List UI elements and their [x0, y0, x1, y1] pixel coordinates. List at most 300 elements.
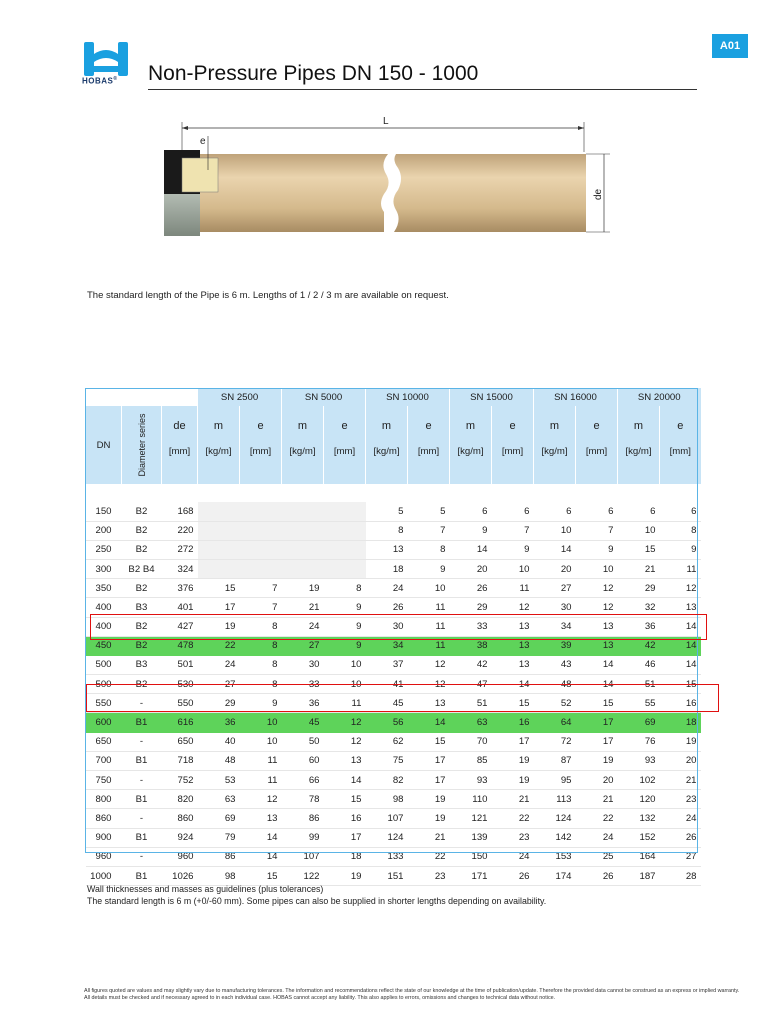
cell-diameter-series: B1	[122, 751, 162, 770]
cell-mass: 53	[198, 771, 240, 790]
cell-diameter-series: B1	[122, 828, 162, 847]
cell-de: 530	[162, 675, 198, 694]
de-unit: [mm]	[162, 446, 198, 484]
page-badge: A01	[712, 34, 748, 58]
cell-wall: 11	[408, 598, 450, 617]
cell-wall: 17	[408, 751, 450, 770]
cell-mass: 151	[366, 866, 408, 885]
table-row	[86, 521, 701, 540]
cell-wall: 14	[492, 675, 534, 694]
cell-de: 550	[162, 694, 198, 713]
cell-diameter-series: B3	[122, 598, 162, 617]
cell-diameter-series: B3	[122, 655, 162, 674]
cell-mass: 110	[450, 790, 492, 809]
cell-mass: 75	[366, 751, 408, 770]
cell-wall: 7	[240, 598, 282, 617]
cell-wall: 8	[408, 540, 450, 559]
cell-de: 220	[162, 521, 198, 540]
cell-wall: 12	[324, 713, 366, 732]
cell-mass: 6	[534, 502, 576, 521]
table-row	[86, 675, 701, 694]
cell-mass: 36	[198, 713, 240, 732]
pipe-body-right	[393, 154, 586, 232]
cell-mass: 98	[366, 790, 408, 809]
cell-wall: 15	[660, 675, 701, 694]
cell-mass: 17	[198, 598, 240, 617]
cell-mass: 33	[450, 617, 492, 636]
cell-wall: 15	[408, 732, 450, 751]
cell-diameter-series: B2	[122, 540, 162, 559]
cell-mass: 30	[282, 655, 324, 674]
cell-mass: 95	[534, 771, 576, 790]
cell-mass: 150	[450, 847, 492, 866]
cell-mass: 48	[198, 751, 240, 770]
cell-wall: 19	[660, 732, 701, 751]
cell-dn: 150	[86, 502, 122, 521]
cell-wall: 27	[660, 847, 701, 866]
m-unit: [kg/m]	[198, 446, 240, 484]
cell-mass: 78	[282, 790, 324, 809]
dn-header: DN	[86, 406, 122, 484]
cell-wall: 7	[492, 521, 534, 540]
cell-mass: 98	[198, 866, 240, 885]
cell-diameter-series: B2 B4	[122, 559, 162, 578]
cell-mass: 22	[198, 636, 240, 655]
cell-mass	[282, 521, 324, 540]
table-row	[86, 866, 701, 885]
cell-wall: 17	[492, 732, 534, 751]
table-row	[86, 655, 701, 674]
cell-mass: 46	[618, 655, 660, 674]
m-unit: [kg/m]	[534, 446, 576, 484]
cell-dn: 900	[86, 828, 122, 847]
cell-wall: 24	[492, 847, 534, 866]
cell-mass: 69	[618, 713, 660, 732]
e-unit: [mm]	[408, 446, 450, 484]
cell-de: 376	[162, 579, 198, 598]
cell-mass: 41	[366, 675, 408, 694]
cell-wall: 14	[660, 636, 701, 655]
cell-wall: 23	[660, 790, 701, 809]
cell-wall: 23	[492, 828, 534, 847]
cell-mass	[198, 540, 240, 559]
cell-mass: 37	[366, 655, 408, 674]
cell-de: 324	[162, 559, 198, 578]
cell-wall: 14	[240, 828, 282, 847]
cell-wall: 6	[660, 502, 701, 521]
cell-wall: 8	[240, 636, 282, 655]
cell-wall: 12	[576, 598, 618, 617]
cell-mass: 45	[282, 713, 324, 732]
cell-diameter-series: B1	[122, 790, 162, 809]
cell-diameter-series: -	[122, 809, 162, 828]
cell-wall	[324, 559, 366, 578]
cell-mass: 15	[618, 540, 660, 559]
cell-wall: 25	[576, 847, 618, 866]
table-row	[86, 579, 701, 598]
e-unit: [mm]	[660, 446, 701, 484]
cell-wall: 19	[492, 771, 534, 790]
cell-wall	[240, 540, 282, 559]
cell-mass: 10	[618, 521, 660, 540]
cell-mass: 29	[618, 579, 660, 598]
cell-wall: 5	[408, 502, 450, 521]
cell-wall: 9	[492, 540, 534, 559]
table-row	[86, 809, 701, 828]
cell-mass: 24	[282, 617, 324, 636]
cell-wall: 12	[492, 598, 534, 617]
page-title: Non-Pressure Pipes DN 150 - 1000	[148, 62, 479, 85]
cell-mass: 33	[282, 675, 324, 694]
cell-wall: 19	[408, 790, 450, 809]
sn-class-header: SN 2500	[198, 388, 282, 406]
cell-wall: 19	[492, 751, 534, 770]
header-spacer	[86, 388, 198, 406]
cell-mass: 164	[618, 847, 660, 866]
cell-wall: 13	[240, 809, 282, 828]
cell-wall: 10	[240, 713, 282, 732]
pipe-body-left	[198, 154, 389, 232]
cell-wall: 10	[324, 675, 366, 694]
cell-dn: 550	[86, 694, 122, 713]
cell-mass: 34	[366, 636, 408, 655]
cell-dn: 500	[86, 675, 122, 694]
cell-mass: 5	[366, 502, 408, 521]
cell-mass: 10	[534, 521, 576, 540]
cell-wall: 12	[576, 579, 618, 598]
arrow-left-icon	[182, 126, 188, 130]
cell-mass: 79	[198, 828, 240, 847]
cell-mass: 48	[534, 675, 576, 694]
cell-mass: 107	[282, 847, 324, 866]
cell-mass: 60	[282, 751, 324, 770]
cell-wall: 9	[324, 636, 366, 655]
cell-wall: 7	[576, 521, 618, 540]
cell-wall: 19	[324, 866, 366, 885]
cell-mass: 55	[618, 694, 660, 713]
cell-wall	[324, 540, 366, 559]
cell-mass: 30	[366, 617, 408, 636]
cell-wall: 9	[660, 540, 701, 559]
cell-mass: 27	[534, 579, 576, 598]
cell-wall: 10	[408, 579, 450, 598]
cell-wall: 18	[660, 713, 701, 732]
cell-wall: 10	[492, 559, 534, 578]
cell-mass: 24	[198, 655, 240, 674]
table-row	[86, 847, 701, 866]
cell-mass	[198, 502, 240, 521]
cell-dn: 860	[86, 809, 122, 828]
cell-wall: 17	[576, 713, 618, 732]
cell-mass: 50	[282, 732, 324, 751]
cell-mass: 63	[450, 713, 492, 732]
cell-wall: 9	[240, 694, 282, 713]
table-row	[86, 540, 701, 559]
cell-wall: 13	[660, 598, 701, 617]
cell-wall: 14	[660, 655, 701, 674]
table-row	[86, 636, 701, 655]
cell-wall: 18	[324, 847, 366, 866]
cell-wall: 21	[408, 828, 450, 847]
m-header: m	[366, 406, 408, 446]
cell-mass: 122	[282, 866, 324, 885]
m-unit: [kg/m]	[618, 446, 660, 484]
cell-mass: 39	[534, 636, 576, 655]
cell-de: 616	[162, 713, 198, 732]
m-header: m	[618, 406, 660, 446]
m-unit: [kg/m]	[450, 446, 492, 484]
e-header: e	[324, 406, 366, 446]
cell-mass: 63	[198, 790, 240, 809]
cell-wall: 8	[324, 579, 366, 598]
cell-wall: 21	[576, 790, 618, 809]
note-guidelines: Wall thicknesses and masses as guidelines (plus tolerances)	[87, 884, 324, 894]
cell-mass: 56	[366, 713, 408, 732]
cell-mass: 8	[366, 521, 408, 540]
cell-diameter-series: B2	[122, 521, 162, 540]
cell-wall: 6	[576, 502, 618, 521]
cell-wall: 13	[576, 617, 618, 636]
sn-class-header: SN 16000	[534, 388, 618, 406]
m-unit: [kg/m]	[282, 446, 324, 484]
cell-diameter-series: -	[122, 771, 162, 790]
cell-mass: 133	[366, 847, 408, 866]
cell-mass: 26	[450, 579, 492, 598]
cell-wall: 13	[492, 655, 534, 674]
e-unit: [mm]	[576, 446, 618, 484]
cell-mass: 21	[282, 598, 324, 617]
sn-class-header: SN 15000	[450, 388, 534, 406]
table-row	[86, 713, 701, 732]
brand-name	[82, 76, 118, 86]
cell-de: 820	[162, 790, 198, 809]
cell-mass: 42	[618, 636, 660, 655]
cell-wall: 9	[324, 598, 366, 617]
cell-mass: 20	[534, 559, 576, 578]
brand-name-text: HOBAS	[82, 76, 114, 86]
cell-wall: 17	[408, 771, 450, 790]
cell-mass: 87	[534, 751, 576, 770]
diameter-label: de	[593, 188, 604, 200]
cell-dn: 700	[86, 751, 122, 770]
cell-mass: 19	[282, 579, 324, 598]
e-header: e	[576, 406, 618, 446]
cell-mass: 9	[450, 521, 492, 540]
cell-wall: 15	[576, 694, 618, 713]
cell-diameter-series: -	[122, 732, 162, 751]
table-row	[86, 790, 701, 809]
cell-mass	[282, 559, 324, 578]
cell-mass: 132	[618, 809, 660, 828]
cell-de: 168	[162, 502, 198, 521]
disclaimer-text: All figures quoted are values and may slightly vary due to manufacturing tolerances. The information and recommendations reflect the state of our knowledge at the time of publication/update. Therefore the provided data cannot be construed as an express or implied warranty. All details must be checked and if necessary agreed to in each individual case. HOBAS cannot accept any liability. This also applies to errors, omissions and changes to technical data without notice.	[84, 988, 740, 1001]
cell-wall: 21	[660, 771, 701, 790]
cell-wall: 11	[492, 579, 534, 598]
cell-wall: 12	[660, 579, 701, 598]
length-label: L	[383, 116, 389, 127]
cell-mass: 43	[534, 655, 576, 674]
cell-mass: 62	[366, 732, 408, 751]
cell-de: 478	[162, 636, 198, 655]
cell-diameter-series: B2	[122, 579, 162, 598]
cell-mass: 102	[618, 771, 660, 790]
cell-de: 272	[162, 540, 198, 559]
cell-wall: 17	[324, 828, 366, 847]
cell-mass: 93	[618, 751, 660, 770]
cell-mass: 72	[534, 732, 576, 751]
cell-wall: 20	[576, 771, 618, 790]
cell-mass: 45	[366, 694, 408, 713]
m-header: m	[198, 406, 240, 446]
cell-de: 501	[162, 655, 198, 674]
e-header: e	[240, 406, 282, 446]
cell-wall: 15	[324, 790, 366, 809]
cell-diameter-series: -	[122, 694, 162, 713]
cell-diameter-series: B2	[122, 636, 162, 655]
arrow-right-icon	[578, 126, 584, 130]
cell-wall: 11	[240, 751, 282, 770]
cell-wall: 20	[660, 751, 701, 770]
cell-wall: 10	[240, 732, 282, 751]
cell-mass: 6	[618, 502, 660, 521]
cell-diameter-series: B2	[122, 502, 162, 521]
cell-wall: 9	[324, 617, 366, 636]
m-header: m	[450, 406, 492, 446]
m-header: m	[282, 406, 324, 446]
table-row	[86, 694, 701, 713]
cell-diameter-series: B2	[122, 675, 162, 694]
sn-class-header: SN 20000	[618, 388, 701, 406]
cell-mass: 93	[450, 771, 492, 790]
cell-mass: 29	[450, 598, 492, 617]
cell-wall: 11	[324, 694, 366, 713]
header-gap	[86, 484, 701, 502]
e-unit: [mm]	[240, 446, 282, 484]
title-divider	[148, 89, 697, 90]
cell-wall: 12	[408, 655, 450, 674]
cell-mass: 69	[198, 809, 240, 828]
cell-mass	[198, 559, 240, 578]
sn-class-header: SN 10000	[366, 388, 450, 406]
cell-diameter-series: B1	[122, 866, 162, 885]
cell-wall: 7	[240, 579, 282, 598]
cell-wall: 22	[408, 847, 450, 866]
cell-de: 960	[162, 847, 198, 866]
cell-mass: 15	[198, 579, 240, 598]
cell-wall	[240, 502, 282, 521]
cell-mass: 51	[618, 675, 660, 694]
table-row	[86, 828, 701, 847]
cell-mass: 85	[450, 751, 492, 770]
cell-dn: 350	[86, 579, 122, 598]
cell-mass: 21	[618, 559, 660, 578]
cell-wall: 13	[492, 617, 534, 636]
cell-wall	[324, 521, 366, 540]
e-unit: [mm]	[324, 446, 366, 484]
intro-text: The standard length of the Pipe is 6 m. Lengths of 1 / 2 / 3 m are available on request.	[87, 290, 449, 301]
cell-wall: 14	[660, 617, 701, 636]
cell-mass: 76	[618, 732, 660, 751]
table-row	[86, 617, 701, 636]
cell-mass: 27	[198, 675, 240, 694]
note-standard-length: The standard length is 6 m (+0/-60 mm). Some pipes can also be supplied in shorter lengths depending on availability.	[87, 896, 547, 906]
cell-diameter-series: B2	[122, 617, 162, 636]
cell-mass: 29	[198, 694, 240, 713]
e-unit: [mm]	[492, 446, 534, 484]
cell-wall: 12	[324, 732, 366, 751]
table-row	[86, 559, 701, 578]
cell-de: 427	[162, 617, 198, 636]
cell-wall: 14	[240, 847, 282, 866]
cell-dn: 500	[86, 655, 122, 674]
cell-wall: 17	[576, 732, 618, 751]
cell-dn: 750	[86, 771, 122, 790]
cell-wall: 23	[408, 866, 450, 885]
pipe-drawing	[140, 108, 620, 243]
cell-mass: 40	[198, 732, 240, 751]
m-header: m	[534, 406, 576, 446]
cell-mass: 32	[618, 598, 660, 617]
cell-wall: 11	[408, 617, 450, 636]
cell-wall: 16	[660, 694, 701, 713]
cell-dn: 300	[86, 559, 122, 578]
cell-wall: 12	[408, 675, 450, 694]
cell-wall: 26	[576, 866, 618, 885]
cell-wall: 24	[660, 809, 701, 828]
cell-mass: 6	[450, 502, 492, 521]
cell-wall: 14	[408, 713, 450, 732]
table-row	[86, 751, 701, 770]
cell-wall: 13	[408, 694, 450, 713]
table-row	[86, 502, 701, 521]
cell-de: 1026	[162, 866, 198, 885]
diameter-series-header-text: Diameter series	[136, 413, 147, 477]
cell-mass: 86	[282, 809, 324, 828]
table-row	[86, 732, 701, 751]
cell-mass: 124	[366, 828, 408, 847]
cell-mass: 153	[534, 847, 576, 866]
cell-mass: 139	[450, 828, 492, 847]
cell-mass: 121	[450, 809, 492, 828]
cell-de: 924	[162, 828, 198, 847]
cell-wall: 10	[576, 559, 618, 578]
cell-mass: 18	[366, 559, 408, 578]
column-header-row	[86, 406, 701, 446]
cell-mass: 30	[534, 598, 576, 617]
wall-section	[182, 158, 218, 192]
cell-dn: 250	[86, 540, 122, 559]
pipe-data-table	[85, 388, 701, 886]
cell-mass: 24	[366, 579, 408, 598]
cell-wall: 15	[492, 694, 534, 713]
cell-mass: 86	[198, 847, 240, 866]
cell-dn: 960	[86, 847, 122, 866]
cell-mass: 14	[534, 540, 576, 559]
cell-mass: 38	[450, 636, 492, 655]
brand-mark: ®	[113, 76, 118, 82]
cell-wall: 8	[240, 655, 282, 674]
cell-de: 650	[162, 732, 198, 751]
cell-mass: 66	[282, 771, 324, 790]
cell-mass: 26	[366, 598, 408, 617]
diameter-series-header	[122, 406, 162, 484]
cell-dn: 600	[86, 713, 122, 732]
table-body	[86, 502, 701, 885]
cell-mass	[198, 521, 240, 540]
cell-de: 860	[162, 809, 198, 828]
cell-wall: 6	[492, 502, 534, 521]
cell-mass: 107	[366, 809, 408, 828]
